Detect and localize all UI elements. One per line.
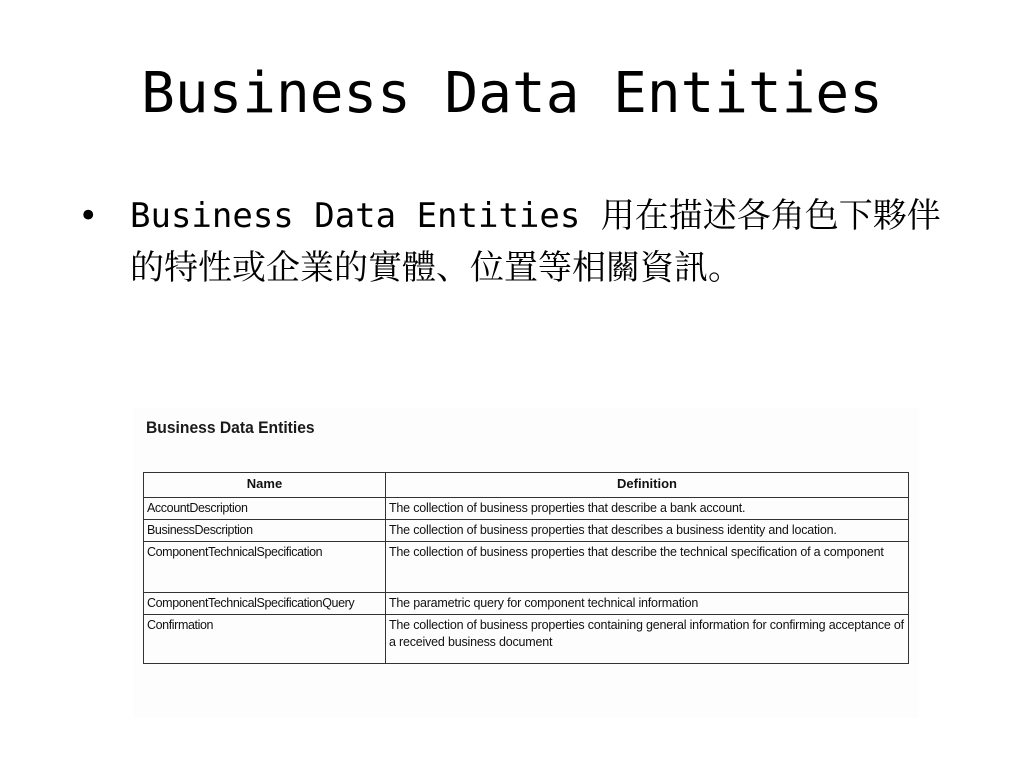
entity-name-cell: BusinessDescription	[144, 520, 386, 542]
entities-figure	[133, 408, 919, 718]
table-row	[144, 593, 909, 615]
entity-name-cell: ComponentTechnicalSpecification	[144, 542, 386, 593]
table-row	[144, 615, 909, 664]
bullet-text: Business Data Entities 用在描述各角色下夥伴的特性或企業的實體、位置等相關資訊。	[130, 196, 941, 288]
entity-definition-cell: The collection of business properties that describe a bank account.	[386, 498, 909, 520]
bullet-item	[78, 190, 958, 294]
entity-definition-cell: The parametric query for component technical information	[386, 593, 909, 615]
bullet-marker: •	[78, 196, 99, 236]
entity-definition-cell: The collection of business properties containing general information for confirming acceptance of a received business document	[386, 615, 909, 664]
table-header-row	[144, 473, 909, 498]
entity-name-cell: Confirmation	[144, 615, 386, 664]
slide-title: Business Data Entities	[141, 61, 883, 126]
entity-name-cell: ComponentTechnicalSpecificationQuery	[144, 593, 386, 615]
entity-definition-cell: The collection of business properties that describe the technical specification of a component	[386, 542, 909, 593]
column-header-definition: Definition	[386, 473, 909, 498]
entity-definition-cell: The collection of business properties that describes a business identity and location.	[386, 520, 909, 542]
table-row	[144, 498, 909, 520]
table-row	[144, 520, 909, 542]
figure-caption: Business Data Entities	[146, 418, 315, 437]
entities-table	[143, 472, 909, 664]
entity-name-cell: AccountDescription	[144, 498, 386, 520]
table-row	[144, 542, 909, 593]
column-header-name: Name	[144, 473, 386, 498]
